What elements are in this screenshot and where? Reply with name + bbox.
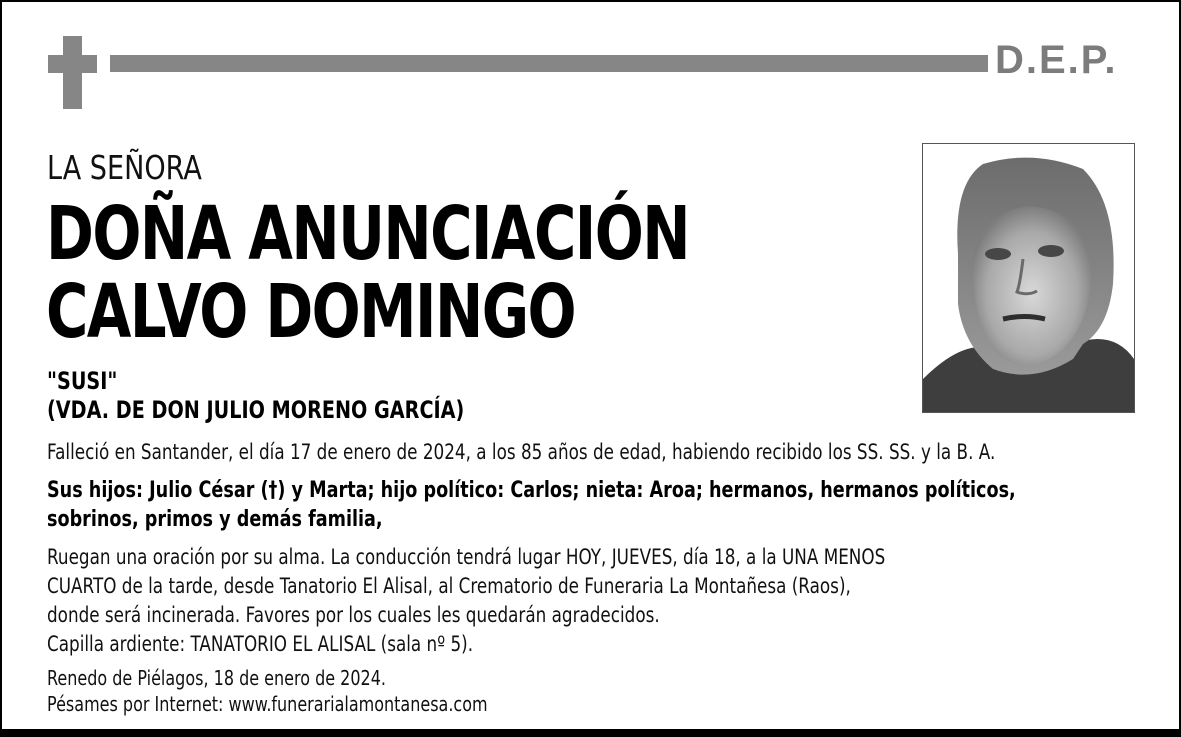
portrait-photo <box>922 143 1135 413</box>
deceased-name-line1: DOÑA ANUNCIACIÓN <box>46 191 689 277</box>
rite-line-3: donde será incinerada. Favores por los cuales les quedarán agradecidos. <box>47 603 660 627</box>
widow-of: (VDA. DE DON JULIO MORENO GARCÍA) <box>47 396 465 424</box>
cross-icon-arm <box>48 55 97 73</box>
rite-line-2: CUARTO de la tarde, desde Tanatorio El Alisal, al Crematorio de Funeraria La Montañesa (Raos), <box>47 574 851 598</box>
honorific: LA SEÑORA <box>47 148 202 187</box>
place-date: Renedo de Piélagos, 18 de enero de 2024. <box>47 666 386 690</box>
header-rule <box>110 55 988 72</box>
portrait-image-icon <box>923 144 1134 412</box>
chapel-info: Capilla ardiente: TANATORIO EL ALISAL (sala nº 5). <box>47 632 474 656</box>
condolences-link[interactable]: Pésames por Internet: www.funerarialamontanesa.com <box>47 692 488 716</box>
deceased-name-line2: CALVO DOMINGO <box>46 269 576 355</box>
death-notice: Falleció en Santander, el día 17 de enero de 2024, a los 85 años de edad, habiendo recibido los SS. SS. y la B. A. <box>47 440 996 464</box>
obituary-card <box>2 2 1179 729</box>
dep-title: D.E.P. <box>995 38 1118 82</box>
family-line-2: sobrinos, primos y demás familia, <box>47 507 383 532</box>
nickname: "SUSI" <box>47 367 118 395</box>
rite-line-1: Ruegan una oración por su alma. La conducción tendrá lugar HOY, JUEVES, día 18, a la UNA MENOS <box>47 545 886 569</box>
family-line-1: Sus hijos: Julio César (†) y Marta; hijo político: Carlos; nieta: Aroa; hermanos, hermanos políticos, <box>47 478 1016 503</box>
